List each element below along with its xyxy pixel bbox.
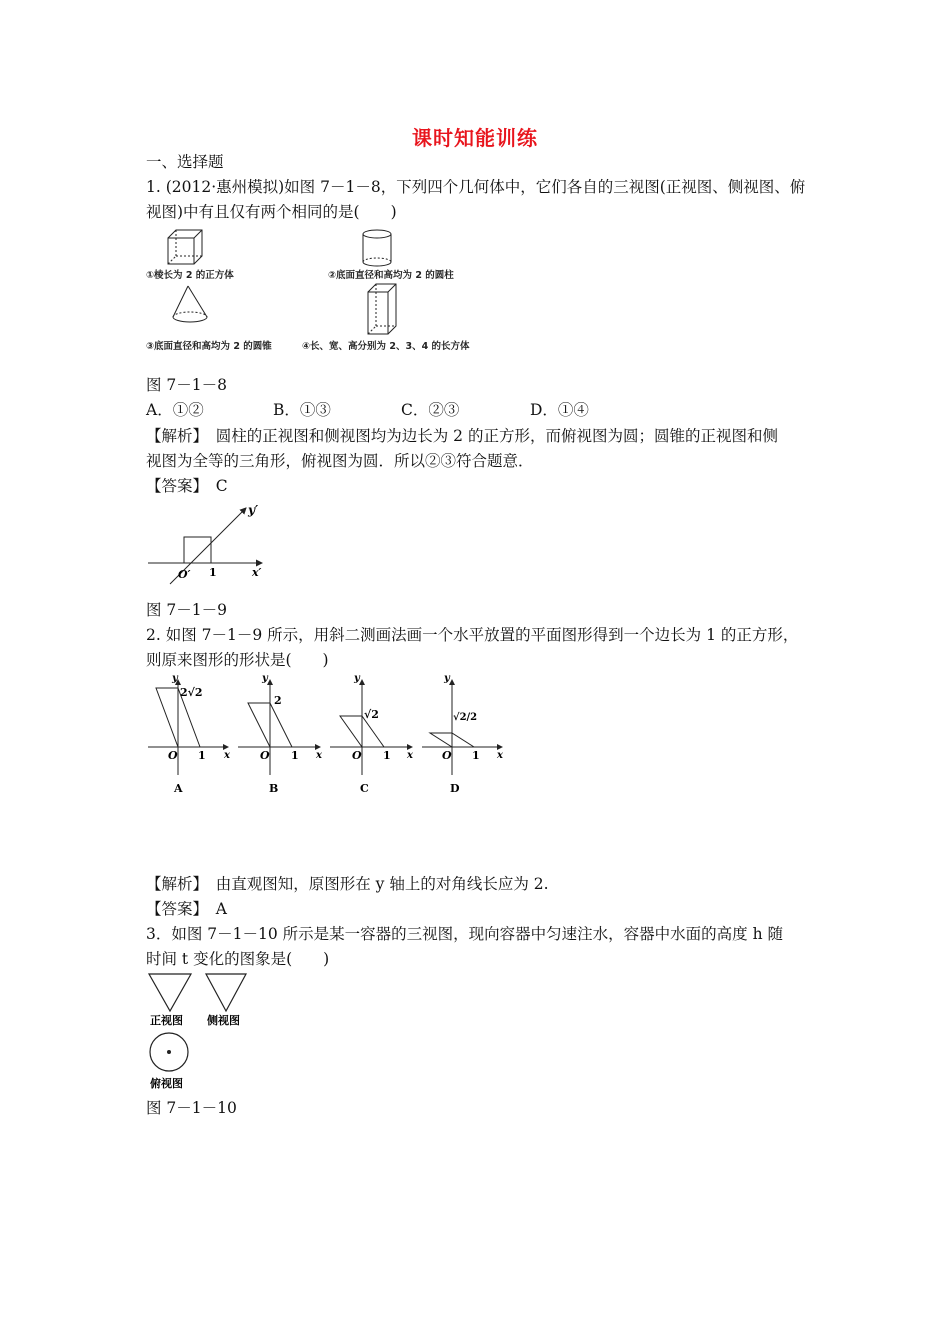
top-view-label: 俯视图 (150, 1077, 183, 1090)
fig9-y-label: y′ (248, 503, 259, 517)
fig9-tick: 1 (209, 566, 217, 579)
section-heading: 一、选择题 (146, 153, 224, 171)
fig-label-cylinder: ②底面直径和高均为 2 的圆柱 (328, 270, 454, 281)
fig-caption-7-1-9: 图 7－1－9 (146, 601, 228, 619)
figure-7-1-9 (140, 500, 280, 590)
choice-d-y: y (444, 673, 450, 684)
choice-d-x: x (497, 750, 503, 761)
q1-option-a: A．①② (146, 401, 204, 419)
figure-7-1-10 (140, 968, 260, 1093)
q1-analysis-line1: 【解析】 圆柱的正视图和侧视图均为边长为 2 的正方形，而俯视图为圆；圆锥的正视图和侧 (146, 427, 778, 445)
choice-c-origin: O (352, 749, 362, 762)
choice-a-origin: O (168, 749, 178, 762)
q1-option-c: C．②③ (401, 401, 460, 419)
q1-option-b: B．①③ (273, 401, 331, 419)
choice-a-height: 2√2 (180, 686, 203, 699)
fig-label-cube: ①棱长为 2 的正方体 (146, 270, 234, 281)
choice-c-x: x (407, 750, 413, 761)
q2-answer: 【答案】 A (146, 900, 227, 918)
q2-choice-figures (140, 670, 510, 800)
choice-d-letter: D (450, 782, 460, 795)
fig9-origin: O′ (178, 568, 191, 581)
choice-b-tick: 1 (291, 749, 299, 762)
choice-b-y: y (262, 673, 268, 684)
fig-label-cuboid: ④长、宽、高分别为 2、3、4 的长方体 (302, 341, 470, 352)
fig9-x-label: x′ (252, 566, 262, 579)
choice-c-tick: 1 (383, 749, 391, 762)
fig-caption-7-1-10: 图 7－1－10 (146, 1099, 237, 1117)
choice-b-letter: B (269, 782, 279, 795)
cuboid-shape (368, 284, 396, 334)
choice-c-y: y (354, 673, 360, 684)
q1-text-line1: 1. (2012·惠州模拟)如图 7－1－8，下列四个几何体中，它们各自的三视图(正视图、侧视图、俯 (146, 178, 806, 196)
q2-text-line2: 则原来图形的形状是( ) (146, 651, 329, 669)
choice-d-tick: 1 (472, 749, 480, 762)
side-view-triangle (206, 974, 246, 1011)
choice-c-height: √2 (364, 708, 379, 721)
cylinder-shape (363, 230, 391, 266)
choice-a-figure (148, 673, 231, 795)
choice-d-figure (422, 673, 504, 795)
front-view-label: 正视图 (150, 1014, 183, 1027)
q1-analysis-line2: 视图为全等的三角形，俯视图为圆．所以②③符合题意． (146, 452, 534, 470)
q2-text-line1: 2. 如图 7－1－9 所示，用斜二测画法画一个水平放置的平面图形得到一个边长为 1 的正方形， (146, 626, 799, 644)
choice-a-letter: A (174, 782, 183, 795)
cube-shape (168, 230, 202, 264)
choice-d-height: √2/2 (453, 712, 478, 723)
q2-analysis: 【解析】 由直观图知，原图形在 y 轴上的对角线长应为 2. (146, 875, 549, 893)
side-view-label: 侧视图 (207, 1014, 240, 1027)
cone-shape (173, 286, 207, 322)
q1-option-d: D．①④ (530, 401, 589, 419)
choice-c-figure (330, 673, 414, 795)
choice-a-y: y (172, 673, 178, 684)
choice-d-origin: O (442, 749, 452, 762)
choice-b-origin: O (260, 749, 270, 762)
figure-7-1-8 (140, 224, 485, 359)
choice-a-tick: 1 (198, 749, 206, 762)
front-view-triangle (149, 974, 191, 1011)
q1-text-line2: 视图)中有且仅有两个相同的是( ) (146, 203, 397, 221)
choice-b-x: x (316, 750, 322, 761)
choice-a-x: x (224, 750, 230, 761)
q3-text-line1: 3．如图 7－1－10 所示是某一容器的三视图，现向容器中匀速注水，容器中水面的高度 h 随 (146, 925, 784, 943)
q3-text-line2: 时间 t 变化的图象是( ) (146, 950, 330, 968)
choice-b-height: 2 (274, 694, 282, 707)
page-title: 课时知能训练 (412, 126, 538, 150)
choice-b-figure (238, 673, 323, 795)
choice-c-letter: C (360, 782, 369, 795)
fig-caption-7-1-8: 图 7－1－8 (146, 376, 228, 394)
q1-answer: 【答案】 C (146, 477, 228, 495)
top-view-center-dot (167, 1050, 171, 1054)
fig-label-cone: ③底面直径和高均为 2 的圆锥 (146, 341, 272, 352)
